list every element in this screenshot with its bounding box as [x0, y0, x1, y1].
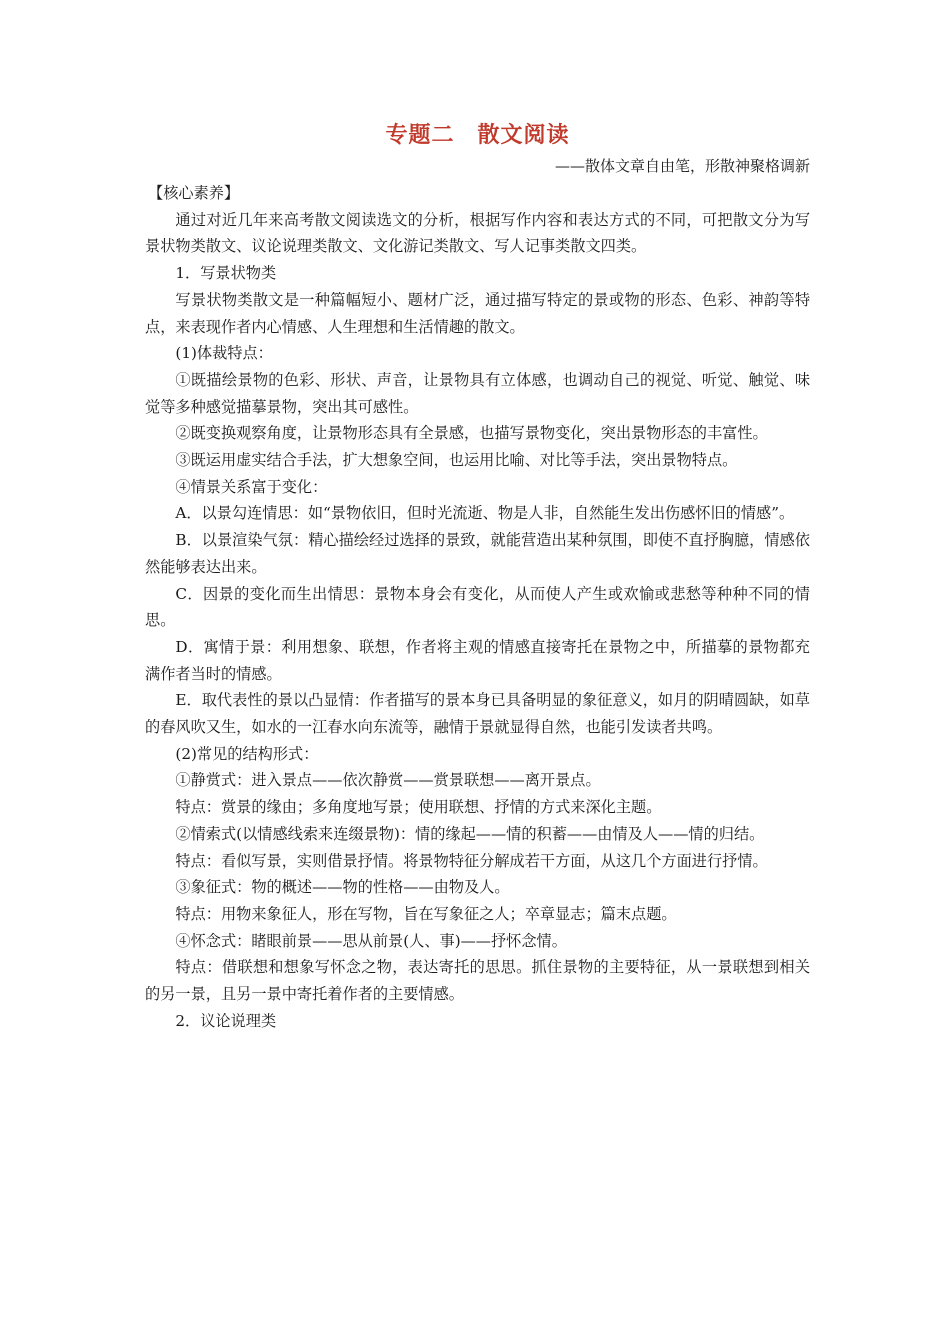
paragraph-feature-1: ①既描绘景物的色彩、形状、声音，让景物具有立体感，也调动自己的视觉、听觉、触觉、味觉等多种感觉描摹景物，突出其可感性。: [145, 370, 810, 416]
paragraph-structure-4-feature: 特点：借联想和想象写怀念之物，表达寄托的思思。抓住景物的主要特征，从一景联想到相关的另一景，且另一景中寄托着作者的主要情感。: [145, 958, 810, 1004]
paragraph-intro: 通过对近几年来高考散文阅读选文的分析，根据写作内容和表达方式的不同，可把散文分为写景状物类散文、议论说理类散文、文化游记类散文、写人记事类散文四类。: [145, 210, 810, 256]
document-subtitle: ——散体文章自由笔，形散神聚格调新: [554, 157, 810, 175]
section-heading-core-literacy: 【核心素养】: [148, 184, 240, 202]
paragraph-feature-4: ④情景关系富于变化：: [175, 477, 328, 496]
paragraph-item-c: C．因景的变化而生出情思：景物本身会有变化，从而使人产生或欢愉或悲愁等种种不同的情思。: [145, 584, 810, 630]
paragraph-item-b: B．以景渲染气氛：精心描绘经过选择的景致，就能营造出某种氛围，即使不直抒胸臆，情感依然能够表达出来。: [145, 531, 810, 576]
document-title: 专题二 散文阅读: [385, 122, 570, 148]
section-heading-argument: 2．议论说理类: [175, 1011, 277, 1030]
paragraph-feature-3: ③既运用虚实结合手法，扩大想象空间，也运用比喻、对比等手法，突出景物特点。: [175, 451, 738, 470]
paragraph-structure-3-feature: 特点：用物来象征人，形在写物，旨在写象征之人；卒章显志；篇末点题。: [175, 904, 677, 923]
paragraph-item-d: D．寓情于景：利用想象、联想，作者将主观的情感直接寄托在景物之中，所描摹的景物都充满作者当时的情感。: [145, 637, 810, 683]
subheading-structures: (2)常见的结构形式：: [175, 744, 319, 763]
paragraph-scenery-definition: 写景状物类散文是一种篇幅短小、题材广泛，通过描写特定的景或物的形态、色彩、神韵等特点，来表现作者内心情感、人生理想和生活情趣的散文。: [145, 290, 810, 336]
paragraph-item-e: E．取代表性的景以凸显情：作者描写的景本身已具备明显的象征意义，如月的阴晴圆缺，如草的春风吹又生，如水的一江春水向东流等，融情于景就显得自然，也能引发读者共鸣。: [145, 691, 810, 737]
paragraph-item-a: A．以景勾连情思：如“景物依旧，但时光流逝、物是人非，自然能生发出伤感怀旧的情感”。: [175, 504, 795, 523]
paragraph-structure-2: ②情索式(以情感线索来连缀景物)：情的缘起——情的积蓄——由情及人——情的归结。: [175, 824, 765, 843]
subheading-genre-features: (1)体裁特点：: [175, 344, 273, 363]
paragraph-structure-4: ④怀念式：睹眼前景——思从前景(人、事)——抒怀念情。: [175, 931, 567, 950]
paragraph-structure-2-feature: 特点：看似写景，实则借景抒情。将景物特征分解成若干方面，从这几个方面进行抒情。: [175, 851, 768, 870]
section-heading-scenery: 1．写景状物类: [175, 264, 277, 283]
paragraph-structure-1-feature: 特点：赏景的缘由；多角度地写景；使用联想、抒情的方式来深化主题。: [175, 798, 662, 817]
document-page: [145, 118, 810, 1035]
paragraph-structure-3: ③象征式：物的概述——物的性格——由物及人。: [175, 878, 510, 897]
paragraph-structure-1: ①静赏式：进入景点——依次静赏——赏景联想——离开景点。: [175, 771, 601, 790]
paragraph-feature-2: ②既变换观察角度，让景物形态具有全景感，也描写景物变化，突出景物形态的丰富性。: [175, 424, 768, 443]
